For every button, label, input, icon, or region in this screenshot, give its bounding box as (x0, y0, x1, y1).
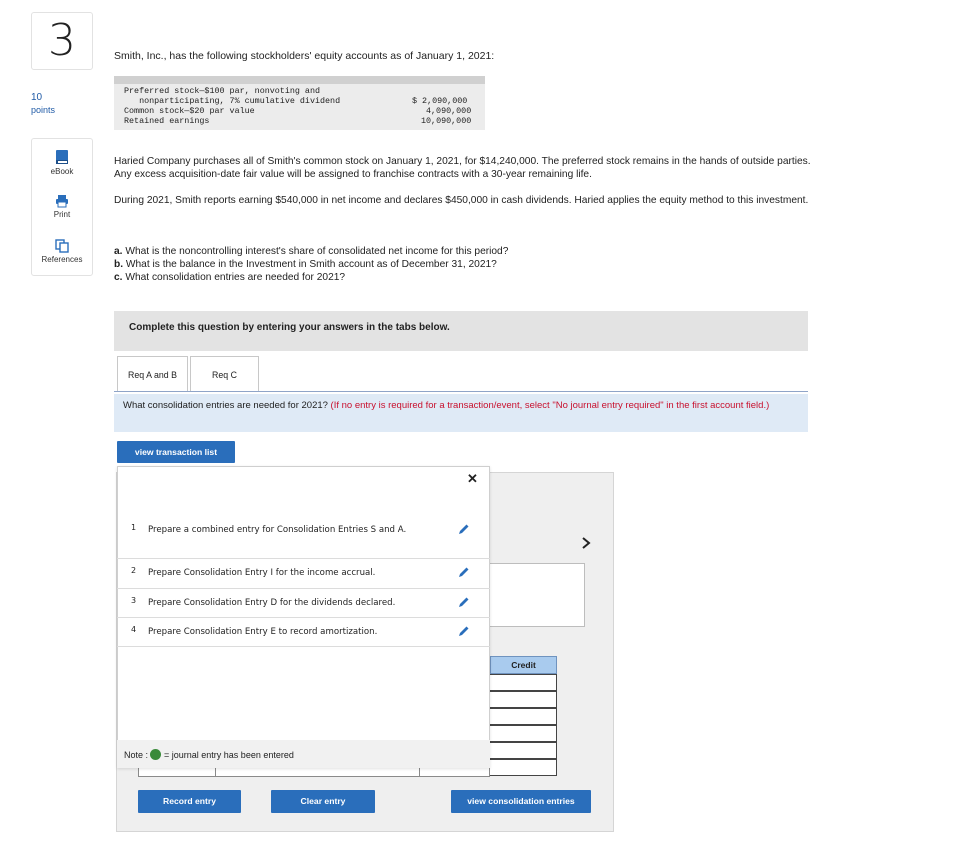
equity-row-label: nonparticipating, 7% cumulative dividend (124, 96, 341, 106)
note-legend (117, 740, 490, 768)
pencil-icon[interactable] (458, 523, 470, 538)
divider (117, 617, 490, 618)
references-button[interactable] (32, 239, 92, 264)
question-a (114, 245, 508, 258)
transaction-number: 2 (131, 566, 137, 575)
points-label: points (31, 105, 56, 115)
tab-req-c[interactable]: Req C (190, 356, 259, 392)
paragraph-acquisition: Haried Company purchases all of Smith's common stock on January 1, 2021, for $14,240,000. The preferred stock remains in the hands of outside parties. Any excess acquisition-date fair value will be assigned to franchise contracts with a 30-year remaining life. (114, 156, 811, 180)
question-text: What consolidation entries are needed for 2021? (122, 272, 346, 283)
ebook-label: eBook (50, 167, 74, 176)
points-value: 10 (31, 92, 43, 103)
copy-icon (55, 239, 69, 253)
equity-row-label: Preferred stock—$100 par, nonvoting and (124, 86, 321, 96)
credit-input[interactable] (489, 725, 557, 742)
printer-icon (55, 194, 69, 208)
divider (117, 588, 490, 589)
transaction-description-field[interactable] (489, 563, 585, 627)
clear-entry-button[interactable]: Clear entry (271, 790, 375, 813)
transaction-number: 1 (131, 523, 137, 532)
equity-row-value: 10,090,000 (421, 116, 472, 126)
transaction-text: Prepare Consolidation Entry D for the dividends declared. (148, 598, 396, 608)
transaction-number: 3 (131, 596, 137, 605)
close-icon[interactable]: ✕ (467, 471, 478, 486)
chevron-right-icon[interactable] (580, 536, 592, 555)
resource-sidebar (31, 138, 93, 276)
credit-input[interactable] (489, 708, 557, 725)
equity-row-label: Retained earnings (124, 116, 210, 126)
req-c-instruction: (If no entry is required for a transaction/event, select "No journal entry required" in the first account field.) (327, 400, 770, 411)
credit-column-header: Credit (490, 656, 557, 674)
pencil-icon[interactable] (458, 566, 470, 581)
paragraph-net-income: During 2021, Smith reports earning $540,000 in net income and declares $450,000 in cash dividends. Haried applies the equity method to this investment. (114, 195, 809, 206)
entered-status-dot-icon (150, 749, 161, 760)
credit-input[interactable] (489, 674, 557, 691)
credit-input[interactable] (489, 759, 557, 776)
book-icon (55, 149, 69, 165)
question-c (114, 271, 345, 284)
question-letter: b. (114, 259, 124, 270)
note-prefix: Note : (124, 750, 149, 760)
transaction-text: Prepare a combined entry for Consolidation Entries S and A. (148, 525, 407, 535)
column-divider (215, 768, 216, 777)
equity-row-label: Common stock—$20 par value (124, 106, 255, 116)
transaction-text: Prepare Consolidation Entry I for the income accrual. (148, 568, 376, 578)
equity-row-value: 4,090,000 (426, 106, 472, 116)
intro-text: Smith, Inc., has the following stockholders' equity accounts as of January 1, 2021: (114, 50, 495, 62)
tab-divider (114, 391, 808, 392)
record-entry-button[interactable]: Record entry (138, 790, 241, 813)
question-b (114, 258, 497, 271)
pencil-icon[interactable] (458, 625, 470, 640)
column-divider (419, 768, 420, 777)
ebook-button[interactable] (32, 149, 92, 176)
question-text: What is the noncontrolling interest's share of consolidated net income for this period? (122, 246, 509, 257)
credit-input[interactable] (489, 742, 557, 759)
pencil-icon[interactable] (458, 596, 470, 611)
print-label: Print (53, 210, 71, 219)
transaction-text: Prepare Consolidation Entry E to record amortization. (148, 627, 378, 637)
divider (117, 558, 490, 559)
references-label: References (41, 255, 83, 264)
equity-accounts-table (114, 76, 485, 130)
credit-input[interactable] (489, 691, 557, 708)
transaction-number: 4 (131, 625, 137, 634)
req-c-question-bar (114, 394, 808, 432)
question-number: 3 (31, 12, 93, 70)
journal-row-strip (138, 768, 490, 777)
question-letter: a. (114, 246, 123, 257)
view-transaction-list-button[interactable]: view transaction list (117, 441, 235, 463)
instructions-box: Complete this question by entering your answers in the tabs below. (114, 311, 808, 351)
req-c-question: What consolidation entries are needed for 2021? (123, 400, 328, 411)
note-suffix: = journal entry has been entered (164, 750, 294, 760)
divider (117, 646, 490, 647)
view-consolidation-entries-button[interactable]: view consolidation entries (451, 790, 591, 813)
question-letter: c. (114, 272, 123, 283)
tab-req-a-and-b[interactable]: Req A and B (117, 356, 188, 392)
print-button[interactable] (32, 194, 92, 219)
equity-row-value: $ 2,090,000 (412, 96, 468, 106)
question-text: What is the balance in the Investment in Smith account as of December 31, 2021? (123, 259, 497, 270)
